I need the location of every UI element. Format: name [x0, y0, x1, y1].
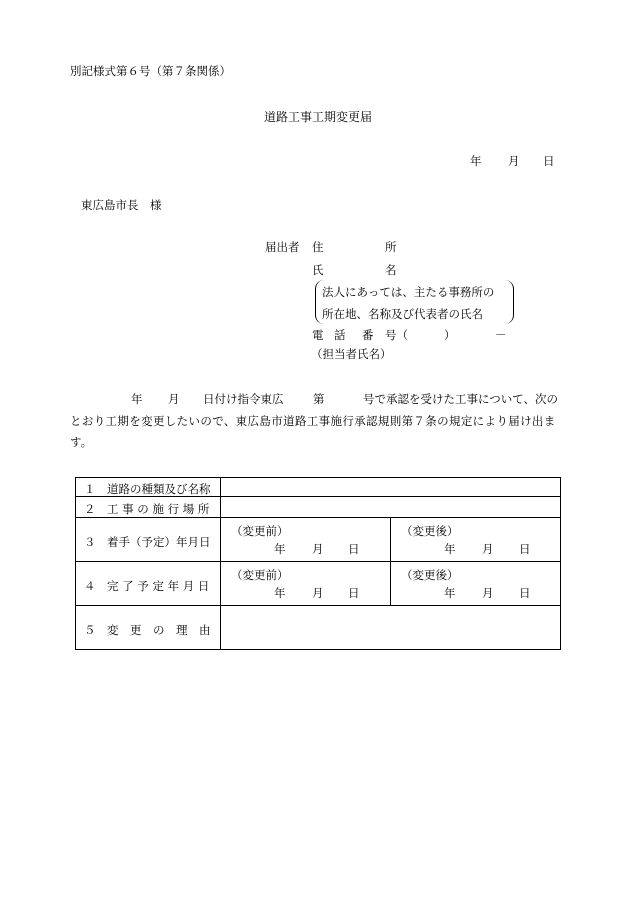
body-line2: とおり工期を変更したいので、東広島市道路工事施行承認規則第７条の規定により届け出ま: [70, 414, 556, 428]
start-date-after-field[interactable]: [391, 518, 561, 562]
address-label-2: 所: [385, 240, 397, 254]
year-label: 年: [274, 586, 286, 600]
body-day-directive: 日付け指令東広: [203, 392, 284, 406]
row-label: ５ 変 更 の 理 由: [84, 623, 211, 637]
start-date-before-field[interactable]: [221, 518, 391, 562]
phone-dash: －: [495, 328, 507, 342]
work-location-field[interactable]: [221, 497, 561, 518]
date-day-label: 日: [543, 154, 555, 168]
day-label: 日: [348, 586, 360, 600]
body-month: 月: [168, 392, 180, 406]
row-label: １ 道路の種類及び名称: [84, 482, 211, 496]
year-label: 年: [444, 542, 456, 556]
phone-label-3: 番: [362, 328, 374, 342]
day-label: 日: [348, 542, 360, 556]
phone-close-paren: ）: [444, 328, 456, 342]
address-label-1: 住: [312, 240, 324, 254]
road-type-field[interactable]: [221, 478, 561, 497]
table-row: [76, 562, 561, 606]
after-label: （変更後）: [401, 568, 459, 582]
applicant-label: 届出者: [265, 240, 300, 254]
row-label-cell: [76, 497, 221, 518]
page-title: 道路工事工期変更届: [264, 110, 373, 124]
month-label: 月: [312, 542, 324, 556]
row-label-cell: [76, 518, 221, 562]
row-label-cell: [76, 606, 221, 650]
change-reason-field[interactable]: [221, 606, 561, 650]
year-label: 年: [444, 586, 456, 600]
day-label: 日: [519, 586, 531, 600]
row-label: ３ 着手（予定）年月日: [84, 535, 211, 549]
after-label: （変更後）: [401, 524, 459, 538]
table-row: [76, 478, 561, 497]
body-line3: す。: [70, 435, 93, 449]
corporate-note-line1: 法人にあっては、主たる事務所の: [322, 285, 495, 299]
table-row: [76, 518, 561, 562]
completion-date-after-field[interactable]: [391, 562, 561, 606]
name-label-1: 氏: [312, 263, 324, 277]
body-number-prefix: 第: [313, 392, 325, 406]
row-label: ４ 完 了 予 定 年 月 日: [84, 579, 210, 593]
day-label: 日: [519, 542, 531, 556]
name-label-2: 名: [385, 263, 397, 277]
addressee: 東広島市長 様: [81, 198, 162, 212]
month-label: 月: [482, 542, 494, 556]
details-table: [75, 477, 561, 650]
before-label: （変更前）: [231, 524, 289, 538]
completion-date-before-field[interactable]: [221, 562, 391, 606]
month-label: 月: [482, 586, 494, 600]
phone-label-4: 号（: [385, 328, 408, 342]
year-label: 年: [274, 542, 286, 556]
contact-person-label: （担当者氏名）: [311, 347, 392, 361]
body-line1-rest: 号で承認を受けた工事について、次の: [363, 392, 559, 406]
table-row: [76, 497, 561, 518]
row-label-cell: [76, 562, 221, 606]
row-label: ２ 工 事 の 施 行 場 所: [84, 502, 210, 516]
phone-label-2: 話: [334, 328, 346, 342]
body-year: 年: [131, 392, 143, 406]
before-label: （変更前）: [231, 568, 289, 582]
date-year-label: 年: [470, 154, 482, 168]
date-month-label: 月: [508, 154, 520, 168]
form-number: 別記様式第６号（第７条関係）: [70, 64, 231, 78]
table-row: [76, 606, 561, 650]
row-label-cell: [76, 478, 221, 497]
corporate-note-line2: 所在地、名称及び代表者の氏名: [322, 307, 483, 321]
month-label: 月: [312, 586, 324, 600]
phone-label-1: 電: [312, 328, 324, 342]
